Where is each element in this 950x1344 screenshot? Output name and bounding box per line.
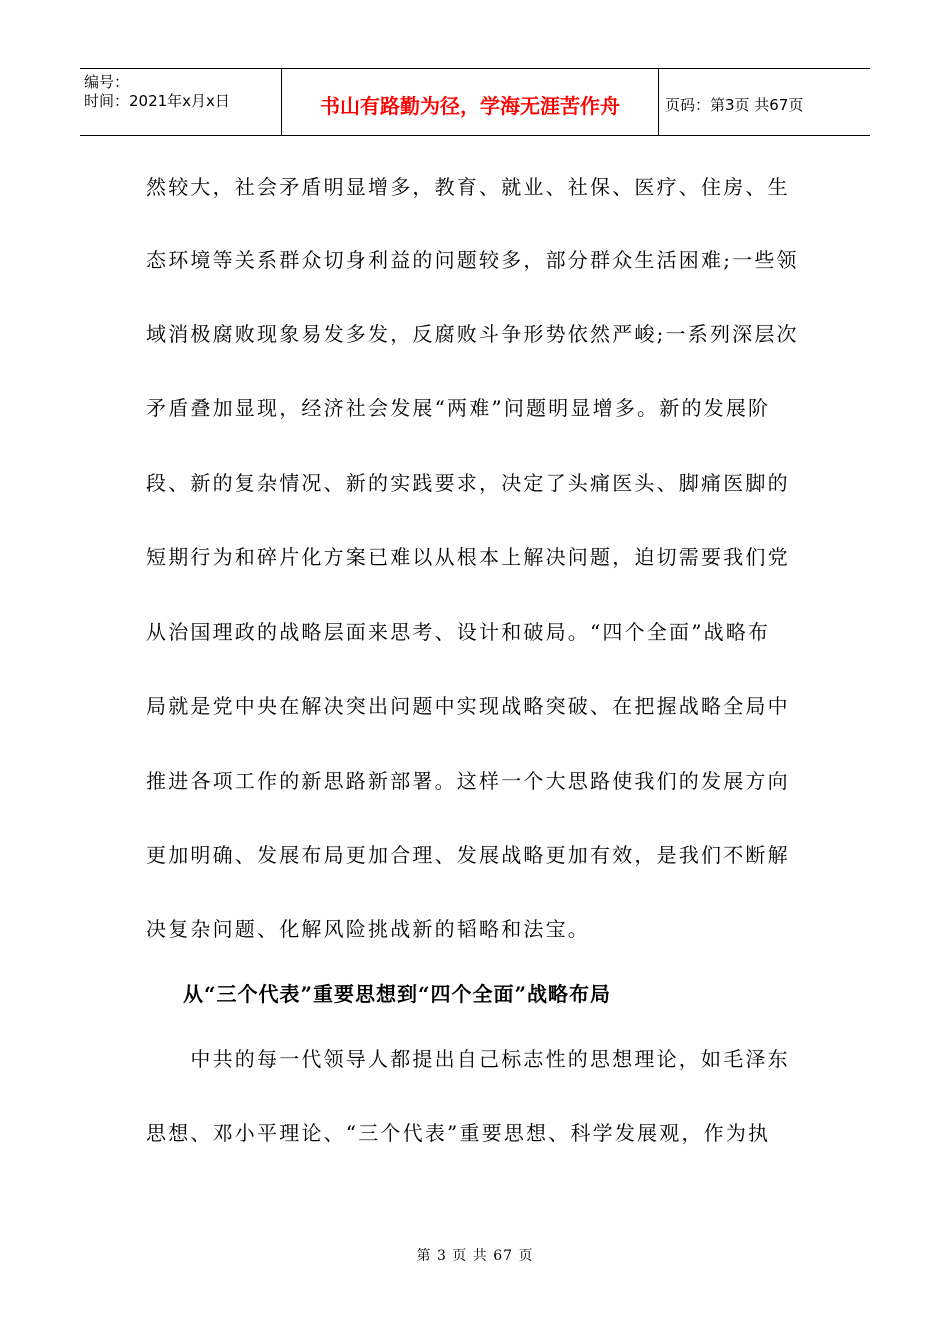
body-text-line: 推进各项工作的新思路新部署。这样一个大思路使我们的发展方向 [146,769,790,793]
document-date-label: 时间：2021年x月x日 [84,92,230,110]
body-text-line: 域消极腐败现象易发多发，反腐败斗争形势依然严峻;一系列深层次 [146,322,799,346]
body-text-line: 矛盾叠加显现，经济社会发展“两难”问题明显增多。新的发展阶 [146,396,771,420]
header-meta [80,69,281,135]
body-text-line: 短期行为和碎片化方案已难以从根本上解决问题，迫切需要我们党 [146,545,790,569]
document-header [80,68,870,136]
header-page-info: 页码：第3页 共67页 [665,95,804,114]
body-text-line: 局就是党中央在解决突出问题中实现战略突破、在把握战略全局中 [146,694,790,718]
body-text-line: 段、新的复杂情况、新的实践要求，决定了头痛医头、脚痛医脚的 [146,471,790,495]
body-text-line: 中共的每一代领导人都提出自己标志性的思想理论，如毛泽东 [146,1047,790,1071]
section-heading: 从“三个代表”重要思想到“四个全面”战略布局 [183,982,612,1006]
body-text-line: 从治国理政的战略层面来思考、设计和破局。“四个全面”战略布 [146,620,771,644]
page-footer: 第 3 页 共 67 页 [416,1248,534,1264]
body-text-line: 更加明确、发展布局更加合理、发展战略更加有效，是我们不断解 [146,843,790,867]
document-number-label: 编号： [84,73,130,91]
body-text-line: 决复杂问题、化解风险挑战新的韬略和法宝。 [146,917,590,941]
body-text-line: 然较大，社会矛盾明显增多，教育、就业、社保、医疗、住房、生 [146,175,790,199]
body-text-line: 思想、邓小平理论、“三个代表”重要思想、科学发展观，作为执 [146,1121,771,1145]
header-motto: 书山有路勤为径，学海无涯苦作舟 [281,69,659,135]
body-text-line: 态环境等关系群众切身利益的问题较多，部分群众生活困难;一些领 [146,248,799,272]
